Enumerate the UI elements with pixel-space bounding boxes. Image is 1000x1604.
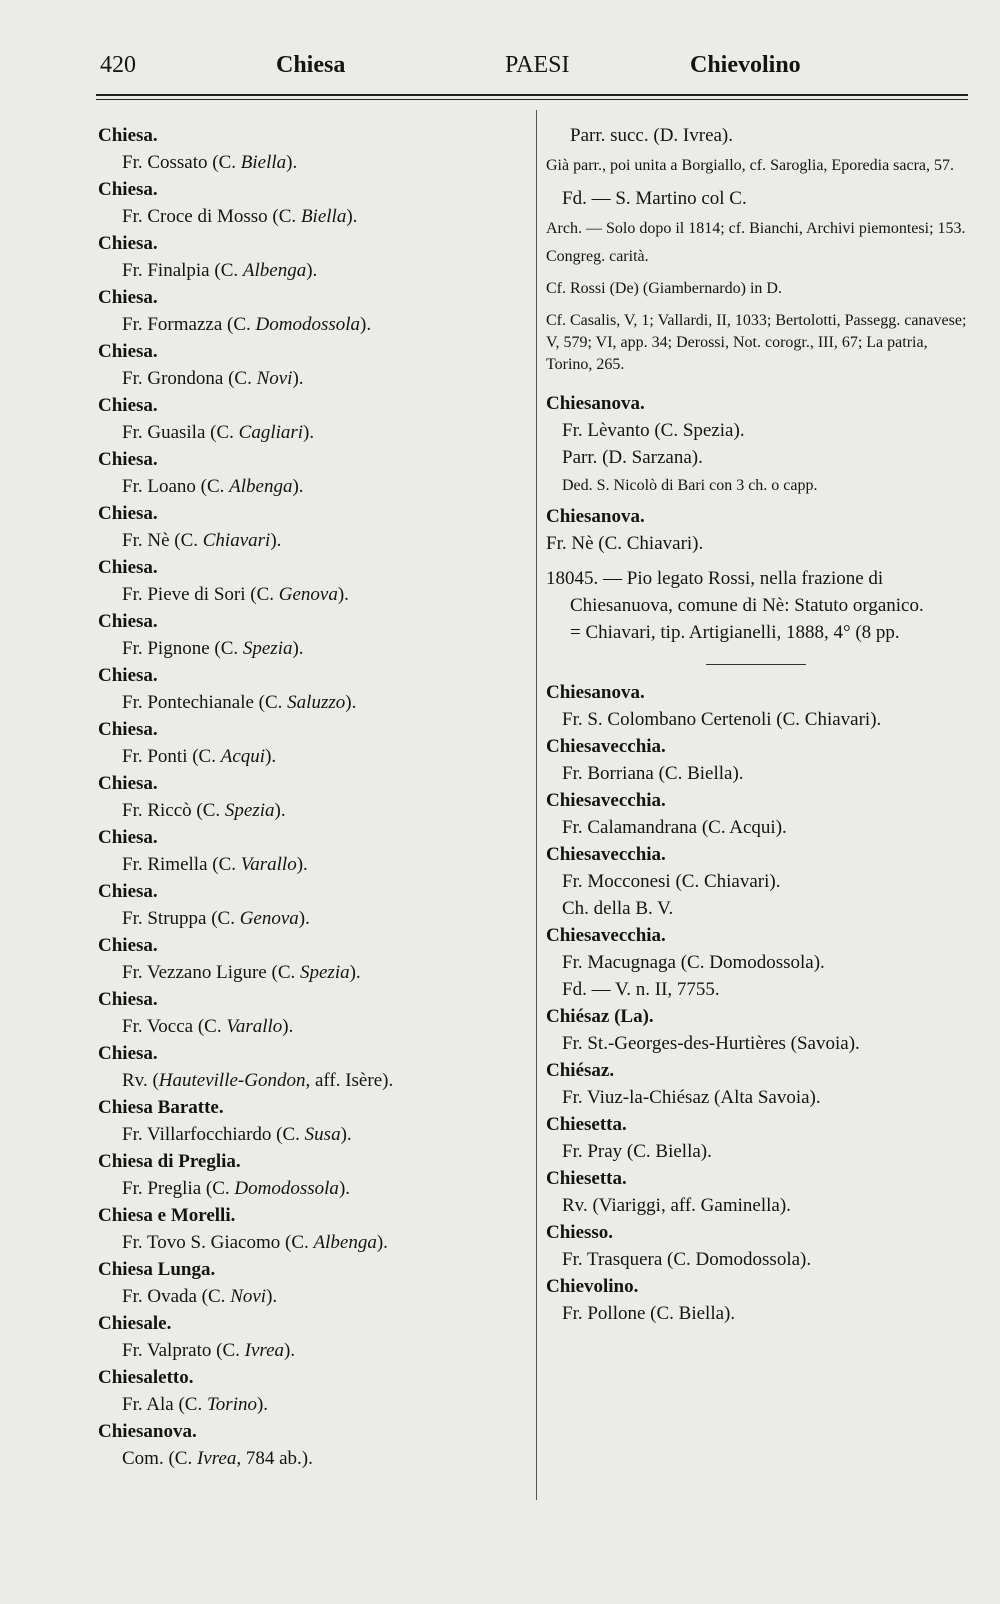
entry-sub-diocese: Ivrea, [196, 1448, 242, 1469]
entry-sub [98, 635, 518, 662]
entry-head: Chiesa. [98, 395, 158, 416]
entry-sub-text: Fr. Cossato (C. [122, 152, 241, 173]
entry-head: Chiésaz (La). [546, 1006, 654, 1027]
entry-head: Chiesa Lunga. [98, 1259, 216, 1280]
entry-sub [98, 1013, 518, 1040]
entry-sub [98, 149, 518, 176]
right-lower-entries [546, 679, 971, 1327]
entry-sub-end: ). [346, 206, 358, 227]
entry-head: Chiesa e Morelli. [98, 1205, 236, 1226]
entry-sub-diocese: Genova [239, 908, 299, 929]
entry-sub: Rv. (Viariggi, aff. Gaminella). [562, 1195, 791, 1216]
entry-sub-diocese: Novi [230, 1286, 267, 1307]
entry-sub [98, 959, 518, 986]
entry-sub-end: ). [292, 368, 304, 389]
entry-sub-text: Fr. Preglia (C. [122, 1178, 235, 1199]
entry-sub-end: ). [303, 422, 315, 443]
entry-sub-end: ). [266, 1286, 278, 1307]
page-header [0, 52, 1000, 92]
entry-sub-diocese: Ivrea [244, 1340, 285, 1361]
entry-head: Chiesa. [98, 341, 158, 362]
entry-sub-end: ). [274, 800, 286, 821]
entry-sub [98, 527, 518, 554]
entry-sub-text: Fr. Guasila (C. [122, 422, 239, 443]
entry-sub-end: ). [338, 1178, 351, 1199]
entry-head: Chiesa. [98, 449, 158, 470]
entry-head: Chiesso. [546, 1222, 614, 1243]
entry-head: Chiesa. [98, 557, 158, 578]
entry-sub-text: Fr. Pignone (C. [122, 638, 243, 659]
section-rule [706, 664, 806, 665]
entry-gia-parr: Già parr., poi unita a Borgiallo, cf. Saroglia, Eporedia sacra, 57. [546, 157, 955, 174]
header-rule-thin [96, 99, 968, 100]
entry-sub-diocese: Cagliari [238, 422, 304, 443]
entry-cf-rossi: Cf. Rossi (De) (Giambernardo) in D. [546, 280, 782, 297]
entry-sub-text: Fr. Grondona (C. [122, 368, 257, 389]
entry-fd: Fd. — S. Martino col C. [562, 188, 747, 209]
entry-sub: Fr. Trasquera (C. Domodossola). [562, 1249, 812, 1270]
entry-head: Chiesa. [98, 503, 158, 524]
entry-head: Chiesetta. [546, 1168, 627, 1189]
entry-sub-end: ). [265, 746, 277, 767]
entry-sub-end: ). [292, 476, 304, 497]
entry-head: Chiesa. [98, 125, 158, 146]
entry-sub [98, 1283, 518, 1310]
entry-sub: Fr. Borriana (C. Biella). [562, 763, 744, 784]
entry-head: Chiesavecchia. [546, 736, 666, 757]
entry-sub-end: aff. Isère). [310, 1070, 394, 1091]
entry-head: Chiesa. [98, 611, 158, 632]
entry-sub-end: ). [349, 962, 361, 983]
entry-sub: Fr. S. Colombano Certenoli (C. Chiavari). [562, 709, 882, 730]
entry-sub-text: Fr. Ponti (C. [122, 746, 221, 767]
entry-parr: Parr. succ. (D. Ivrea). [570, 125, 734, 146]
page-number: 420 [100, 52, 136, 78]
entry-sub-text: Fr. Nè (C. [122, 530, 203, 551]
entry-head: Chiésaz. [546, 1060, 615, 1081]
entry-sub-diocese: Biella [300, 206, 347, 227]
entry-head: Chiesa. [98, 287, 158, 308]
entry-head: Chiesa. [98, 935, 158, 956]
entry-sub-diocese: Albenga [242, 260, 307, 281]
entry-sub [98, 473, 518, 500]
entry-head: Chiesavecchia. [546, 790, 666, 811]
entry-sub-diocese: Novi [256, 368, 293, 389]
entry-head: Chiesanova. [546, 393, 645, 414]
entry-sub-text: Fr. Vocca (C. [122, 1016, 227, 1037]
entry-sub: Fr. Mocconesi (C. Chiavari). [562, 871, 781, 892]
entry-head: Chievolino. [546, 1276, 639, 1297]
entry-sub: Fr. Macugnaga (C. Domodossola). [562, 952, 825, 973]
entry-head: Chiesa di Preglia. [98, 1151, 241, 1172]
entry-sub-diocese: Saluzzo [287, 692, 346, 713]
entry-sub-diocese: Spezia [300, 962, 350, 983]
entry-sub [98, 1445, 518, 1472]
entry-sub-text: Com. (C. [122, 1448, 197, 1469]
entry-sub-text: Fr. Vezzano Ligure (C. [122, 962, 300, 983]
entry-sub [98, 851, 518, 878]
entry-head: Chiesa. [98, 989, 158, 1010]
entry-extra: Ch. della B. V. [562, 898, 674, 919]
entry-extra: Fd. — V. n. II, 7755. [562, 979, 720, 1000]
entry-sub [98, 1121, 518, 1148]
entry-sub-text: Fr. Finalpia (C. [122, 260, 243, 281]
entry-sub-end: ). [282, 1016, 294, 1037]
entry-sub-text: Fr. Croce di Mosso (C. [122, 206, 301, 227]
entry-head: Chiesa Baratte. [98, 1097, 224, 1118]
entry-head: Chiesa. [98, 233, 158, 254]
entry-head: Chiesa. [98, 665, 158, 686]
entry-sub-text: Fr. Riccò (C. [122, 800, 225, 821]
entry-sub [98, 689, 518, 716]
entry-sub [98, 203, 518, 230]
entry-sub [98, 905, 518, 932]
entry-sub: Fr. Calamandrana (C. Acqui). [562, 817, 787, 838]
entry-sub [98, 419, 518, 446]
entry-sub-text: Fr. Ovada (C. [122, 1286, 231, 1307]
entry-head: Chiesale. [98, 1313, 172, 1334]
bibliographic-entry-18045: 18045. — Pio legato Rossi, nella frazione di Chiesanuova, comune di Nè: Statuto organico. [546, 568, 924, 616]
entry-sub-diocese: Varallo [226, 1016, 283, 1037]
header-section-title: PAESI [505, 52, 570, 78]
entry-head: Chiesa. [98, 881, 158, 902]
entry-sub-text: Fr. Struppa (C. [122, 908, 240, 929]
entry-sub-diocese: Albenga [229, 476, 293, 497]
entry-sub [98, 743, 518, 770]
entry-sub-diocese: Genova [278, 584, 338, 605]
left-column [98, 122, 518, 1472]
entry-sub-diocese: Spezia [224, 800, 275, 821]
entry-arch: Arch. — Solo dopo il 1814; cf. Bianchi, Archivi piemontesi; 153. [546, 220, 966, 237]
entry-sub-end: ). [306, 260, 318, 281]
entry-sub [98, 1391, 518, 1418]
entry-sub: Fr. Lèvanto (C. Spezia). [562, 420, 745, 441]
entry-sub-diocese: Domodossola [255, 314, 361, 335]
entry-sub-end: ). [340, 1124, 352, 1145]
entry-sub [98, 311, 518, 338]
entry-sub-diocese: Hauteville-Gondon, [158, 1070, 311, 1091]
entry-sub-end: ). [360, 314, 372, 335]
entry-sub-diocese: Spezia [242, 638, 293, 659]
entry-congreg: Congreg. carità. [546, 248, 649, 265]
entry-ded: Ded. S. Nicolò di Bari con 3 ch. o capp. [562, 477, 818, 494]
entry-head: Chiesa. [98, 827, 158, 848]
header-rule-thick [96, 94, 968, 96]
entry-sub [98, 1175, 518, 1202]
entry-sub-end: ). [337, 584, 349, 605]
entry-head: Chiesa. [98, 773, 158, 794]
entry-sub-diocese: Torino [206, 1394, 257, 1415]
entry-sub-text: Fr. Formazza (C. [122, 314, 256, 335]
entry-cf-casalis: Cf. Casalis, V, 1; Vallardi, II, 1033; Bertolotti, Passegg. canavese; V, 579; VI, app. 34; Derossi, Not. corogr., III, 67; La patria, Torino, 265. [546, 312, 967, 373]
entry-head: Chiesanova. [546, 506, 645, 527]
entry-head: Chiesa. [98, 179, 158, 200]
entry-sub-end: 784 ab.). [241, 1448, 313, 1469]
header-right-keyword: Chievolino [690, 52, 801, 78]
entry-sub: Fr. Pray (C. Biella). [562, 1141, 712, 1162]
column-divider [536, 110, 537, 1500]
entry-sub-end: ). [345, 692, 357, 713]
entry-sub-diocese: Chiavari [202, 530, 271, 551]
entry-sub-end: ). [298, 908, 310, 929]
entry-sub [98, 257, 518, 284]
entry-sub-end: ). [376, 1232, 388, 1253]
entry-head: Chiesanova. [546, 682, 645, 703]
entry-sub-end: ). [286, 152, 298, 173]
entry-sub-diocese: Susa [304, 1124, 341, 1145]
entry-sub-end: ). [292, 638, 304, 659]
entry-head: Chiesa. [98, 1043, 158, 1064]
header-left-keyword: Chiesa [276, 52, 346, 78]
entry-sub-end: ). [270, 530, 282, 551]
entry-sub-text: Fr. Pontechianale (C. [122, 692, 288, 713]
entry-sub-text: Fr. Rimella (C. [122, 854, 241, 875]
entry-sub [98, 1229, 518, 1256]
entry-sub-text: Fr. Ala (C. [122, 1394, 207, 1415]
right-column [546, 122, 971, 1327]
entry-sub [98, 1337, 518, 1364]
entry-sub-diocese: Varallo [240, 854, 297, 875]
entry-head: Chiesanova. [98, 1421, 197, 1442]
entry-sub [98, 365, 518, 392]
entry-sub: Fr. Viuz-la-Chiésaz (Alta Savoia). [562, 1087, 821, 1108]
entry-sub-end: ). [256, 1394, 269, 1415]
entry-sub-text: Rv. ( [122, 1070, 159, 1091]
entry-sub-text: Fr. Loano (C. [122, 476, 230, 497]
entry-sub-text: Fr. Tovo S. Giacomo (C. [122, 1232, 314, 1253]
entry-18045-publication: = Chiavari, tip. Artigianelli, 1888, 4° (8 pp. [570, 622, 900, 643]
entry-head: Chiesavecchia. [546, 844, 666, 865]
entry-head: Chiesa. [98, 719, 158, 740]
entry-sub-diocese: Domodossola [234, 1178, 339, 1199]
entry-sub-diocese: Albenga [313, 1232, 377, 1253]
entry-head: Chiesaletto. [98, 1367, 194, 1388]
entry-sub-end: ). [284, 1340, 296, 1361]
entry-sub: Parr. (D. Sarzana). [562, 447, 703, 468]
entry-sub [98, 1067, 518, 1094]
entry-sub-text: Fr. Valprato (C. [122, 1340, 245, 1361]
entry-sub: Fr. Nè (C. Chiavari). [546, 533, 704, 554]
entry-sub: Fr. Pollone (C. Biella). [562, 1303, 736, 1324]
entry-sub [98, 581, 518, 608]
entry-sub-end: ). [296, 854, 308, 875]
entry-sub-text: Fr. Villarfocchiardo (C. [122, 1124, 305, 1145]
entry-head: Chiesetta. [546, 1114, 627, 1135]
entry-sub: Fr. St.-Georges-des-Hurtières (Savoia). [562, 1033, 860, 1054]
entry-sub-diocese: Biella [240, 152, 287, 173]
entry-head: Chiesavecchia. [546, 925, 666, 946]
entry-sub [98, 797, 518, 824]
entry-sub-text: Fr. Pieve di Sori (C. [122, 584, 279, 605]
entry-sub-diocese: Acqui [220, 746, 266, 767]
